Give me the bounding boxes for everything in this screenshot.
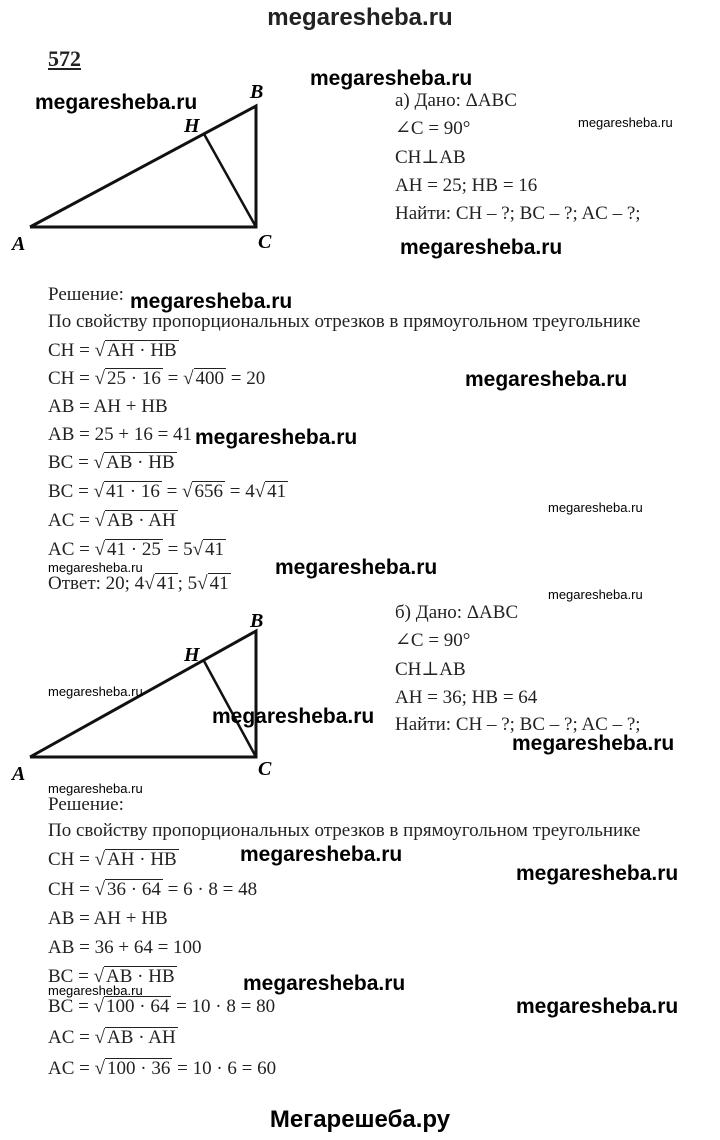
given-a-1: а) Дано: ΔABC bbox=[395, 90, 517, 111]
label-a-b: A bbox=[12, 763, 26, 785]
site-header: megaresheba.ru bbox=[267, 4, 453, 31]
math-line-a-ch2: CH = √ 25 · 16 = √ 400 = 20 bbox=[48, 368, 266, 389]
math-line-a-ac1: AC = √ AB · AH bbox=[48, 510, 176, 531]
math-line-b-ab1: AB = AH + HB bbox=[48, 908, 168, 929]
math-line-a-bc2: BC = √ 41 · 16 = √ 656 = 4√ 41 bbox=[48, 481, 287, 502]
property-b: По свойству пропорциональных отрезков в прямоугольном треугольнике bbox=[48, 820, 641, 841]
math-line-a-ab2: AB = 25 + 16 = 41 bbox=[48, 424, 193, 445]
watermark: megaresheba.ru bbox=[48, 983, 143, 998]
watermark: megaresheba.ru bbox=[465, 368, 628, 391]
math-line-b-ac2: AC = √ 100 · 36 = 10 · 6 = 60 bbox=[48, 1058, 277, 1079]
label-b-a: B bbox=[250, 81, 264, 103]
math-line-b-ch1: CH = √ AH · HB bbox=[48, 849, 177, 870]
watermark: megaresheba.ru bbox=[548, 500, 643, 515]
watermark: megaresheba.ru bbox=[195, 426, 358, 449]
watermark: megaresheba.ru bbox=[48, 560, 143, 575]
altitude-ch-a bbox=[204, 134, 256, 227]
given-a-2: ∠C = 90° bbox=[395, 118, 471, 139]
label-c-a: C bbox=[258, 231, 272, 253]
watermark: megaresheba.ru bbox=[310, 67, 473, 90]
problem-number: 572 bbox=[48, 46, 81, 71]
watermark: megaresheba.ru bbox=[400, 236, 563, 259]
label-h-a: H bbox=[184, 115, 200, 137]
math-line-b-bc1: BC = √ AB · HB bbox=[48, 966, 175, 987]
math-line-b-bc2: BC = √ 100 · 64 = 10 · 8 = 80 bbox=[48, 996, 276, 1017]
site-footer: Мегарешеба.ру bbox=[269, 1106, 451, 1133]
math-line-b-ch2: CH = √ 36 · 64 = 6 · 8 = 48 bbox=[48, 879, 258, 900]
watermark: megaresheba.ru bbox=[548, 587, 643, 602]
label-b-b: B bbox=[250, 610, 264, 632]
watermark: megaresheba.ru bbox=[212, 705, 375, 728]
math-line-a-bc1: BC = √ AB · HB bbox=[48, 452, 175, 473]
watermark: megaresheba.ru bbox=[512, 732, 675, 755]
label-h-b: H bbox=[184, 644, 200, 666]
solution-title-a: Решение: bbox=[48, 284, 124, 305]
math-line-a-ab1: AB = AH + HB bbox=[48, 396, 168, 417]
given-a-3: CH⊥AB bbox=[395, 147, 466, 168]
watermark: megaresheba.ru bbox=[275, 556, 438, 579]
given-b-3: CH⊥AB bbox=[395, 659, 466, 680]
watermark: megaresheba.ru bbox=[516, 862, 679, 885]
given-b-1: б) Дано: ΔABC bbox=[395, 602, 519, 623]
watermark: megaresheba.ru bbox=[35, 91, 198, 114]
math-line-a-ch1: CH = √ AH · HB bbox=[48, 340, 177, 361]
given-b-2: ∠C = 90° bbox=[395, 630, 471, 651]
math-line-a-ac2: AC = √ 41 · 25 = 5√ 41 bbox=[48, 539, 225, 560]
watermark: megaresheba.ru bbox=[48, 684, 143, 699]
watermark: megaresheba.ru bbox=[130, 290, 293, 313]
watermark: megaresheba.ru bbox=[240, 843, 403, 866]
watermark: megaresheba.ru bbox=[578, 115, 673, 130]
given-b-4: AH = 36; HB = 64 bbox=[395, 687, 538, 708]
watermark: megaresheba.ru bbox=[48, 781, 143, 796]
given-b-5: Найти: CH – ?; BC – ?; AC – ?; bbox=[395, 714, 641, 735]
property-a: По свойству пропорциональных отрезков в прямоугольном треугольнике bbox=[48, 311, 641, 332]
math-line-b-ab2: AB = 36 + 64 = 100 bbox=[48, 937, 202, 958]
watermark: megaresheba.ru bbox=[243, 972, 406, 995]
math-line-b-ac1: AC = √ AB · AH bbox=[48, 1027, 176, 1048]
watermark: megaresheba.ru bbox=[516, 995, 679, 1018]
triangle-diagram-b bbox=[0, 605, 300, 795]
solution-title-b: Решение: bbox=[48, 794, 124, 815]
label-c-b: C bbox=[258, 758, 272, 780]
given-a-4: AH = 25; HB = 16 bbox=[395, 175, 538, 196]
label-a-a: A bbox=[12, 233, 26, 255]
given-a-5: Найти: CH – ?; BC – ?; AC – ?; bbox=[395, 203, 641, 224]
answer-a: Ответ: 20; 4√ 41 ; 5√ 41 bbox=[48, 573, 229, 594]
